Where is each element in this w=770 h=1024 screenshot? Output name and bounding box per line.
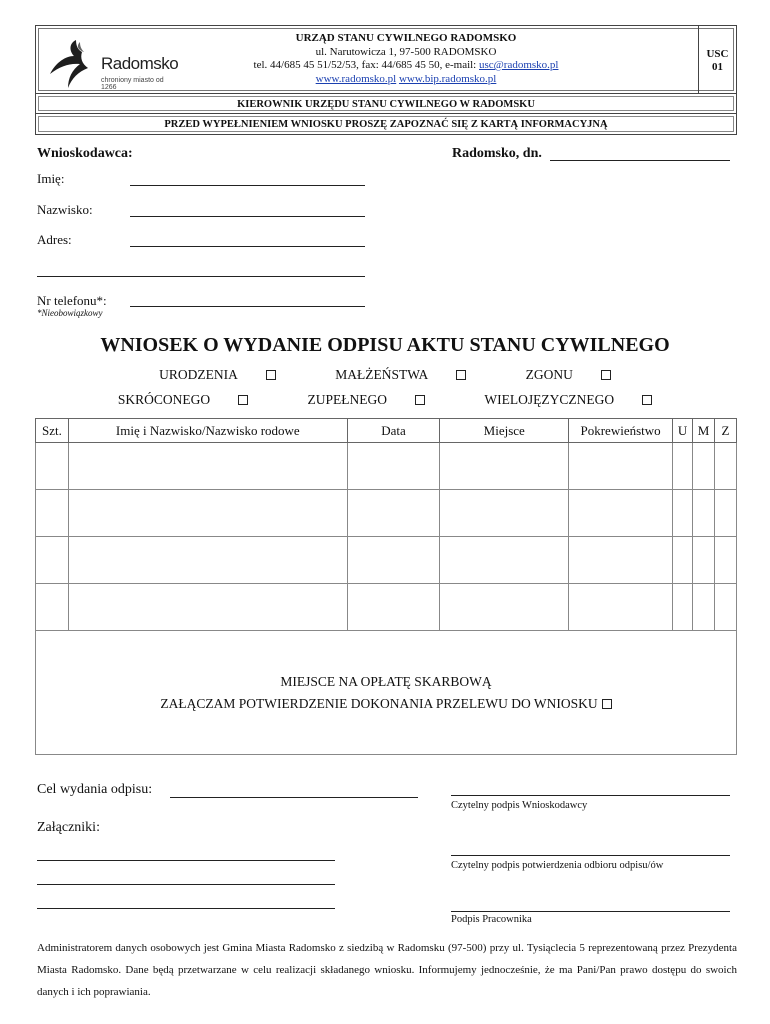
bip-link[interactable]: www.bip.radomsko.pl: [398, 72, 497, 85]
col-name: Imię i Nazwisko/Nazwisko rodowe: [68, 419, 347, 443]
option-birth[interactable]: URODZENIA: [145, 367, 290, 382]
office-name: URZĄD STANU CYWILNEGO RADOMSKO: [295, 32, 517, 44]
receipt-signature-caption: Czytelny podpis potwierdzenia odbioru odpisu/ów: [451, 860, 664, 871]
date-field[interactable]: [550, 160, 730, 161]
col-m: M: [693, 419, 715, 443]
addressee-row: KIEROWNIK URZĘDU STANU CYWILNEGO W RADOMSKU: [36, 94, 736, 114]
table-row: [36, 443, 737, 490]
checkbox-death[interactable]: [601, 370, 611, 380]
stamp-fee-label: MIEJSCE NA OPŁATĘ SKARBOWĄ: [280, 674, 492, 689]
optional-note: *Nieobowiązkowy: [37, 308, 103, 318]
last-name-label: Nazwisko:: [37, 202, 93, 217]
office-contact: tel. 44/685 45 51/52/53, fax: 44/685 45 50, e-mail: usc@radomsko.pl: [253, 59, 559, 71]
checkbox-birth[interactable]: [266, 370, 276, 380]
col-place: Miejsce: [440, 419, 569, 443]
website-link[interactable]: www.radomsko.pl: [315, 72, 397, 85]
address-field-line-2[interactable]: [37, 276, 365, 277]
swoosh-logo-icon: [46, 34, 106, 90]
applicant-heading: Wnioskodawca:: [37, 146, 133, 161]
col-relationship: Pokrewieństwo: [569, 419, 673, 443]
first-name-label: Imię:: [37, 171, 65, 186]
checkbox-transfer[interactable]: [602, 699, 612, 709]
office-address: ul. Narutowicza 1, 97-500 RADOMSKO: [315, 45, 497, 58]
place-date-label: Radomsko, dn.: [452, 146, 542, 161]
notice-row: PRZED WYPEŁNIENIEM WNIOSKU PROSZĘ ZAPOZNAĆ SIĘ Z KARTĄ INFORMACYJNĄ: [36, 114, 736, 134]
attachments-label: Załączniki:: [37, 820, 100, 835]
employee-signature-line[interactable]: [451, 911, 730, 912]
logo-tagline: chroniony miasto od 1266: [101, 77, 164, 91]
act-type-options: [0, 367, 770, 383]
stamp-fee-box: [35, 630, 737, 755]
col-z: Z: [714, 419, 736, 443]
office-contact-block: [196, 32, 616, 86]
table-header-row: [36, 419, 737, 443]
gdpr-notice: Administratorem danych osobowych jest Gmina Miasta Radomsko z siedzibą w Radomsku (97-500) przy ul. Tysiąclecia 5 reprezentowaną przez Prezydenta Miasta Radomsko. Dane będą przetwarzane w celu realizacji składanego wniosku. Informujemy jednocześnie, że ma Pani/Pan prawo dostępu do swoich danych i ich poprawiania.: [37, 942, 737, 998]
transfer-confirmation[interactable]: ZAŁĄCZAM POTWIERDZENIE DOKONANIA PRZELEWU DO WNIOSKU: [36, 696, 736, 712]
checkbox-full[interactable]: [415, 395, 425, 405]
table-row: [36, 490, 737, 537]
phone-label: Nr telefonu*:: [37, 293, 107, 308]
option-multilingual[interactable]: WIELOJĘZYCZNEGO: [470, 392, 666, 407]
email-link[interactable]: usc@radomsko.pl: [479, 59, 559, 71]
office-web: [196, 73, 616, 87]
copy-type-options: [0, 392, 770, 408]
logo-wordmark: Radomsko: [101, 54, 179, 73]
last-name-field[interactable]: [130, 216, 365, 217]
option-short[interactable]: SKRÓCONEGO: [104, 392, 262, 407]
purpose-field[interactable]: [170, 797, 418, 798]
checkbox-short[interactable]: [238, 395, 248, 405]
table-row: [36, 584, 737, 631]
header-top: [36, 26, 736, 94]
option-full[interactable]: ZUPEŁNEGO: [294, 392, 440, 407]
option-marriage[interactable]: MAŁŻEŃSTWA: [321, 367, 480, 382]
office-header: [35, 25, 737, 135]
phone-field[interactable]: [130, 306, 365, 307]
attachment-line-2[interactable]: [37, 884, 335, 885]
address-field[interactable]: [130, 246, 365, 247]
persons-table: [35, 418, 737, 631]
receipt-signature-line[interactable]: [451, 855, 730, 856]
table-row: [36, 537, 737, 584]
checkbox-multilingual[interactable]: [642, 395, 652, 405]
col-date: Data: [347, 419, 440, 443]
applicant-signature-caption: Czytelny podpis Wnioskodawcy: [451, 800, 588, 811]
col-count: Szt.: [36, 419, 69, 443]
attachment-line-1[interactable]: [37, 860, 335, 861]
form-title: WNIOSEK O WYDANIE ODPISU AKTU STANU CYWILNEGO: [100, 334, 670, 356]
option-death[interactable]: ZGONU: [512, 367, 625, 382]
checkbox-marriage[interactable]: [456, 370, 466, 380]
radomsko-logo: [46, 34, 181, 90]
form-code: USC 01: [698, 26, 736, 94]
col-u: U: [673, 419, 693, 443]
applicant-signature-line[interactable]: [451, 795, 730, 796]
first-name-field[interactable]: [130, 185, 365, 186]
purpose-label: Cel wydania odpisu:: [37, 782, 153, 797]
attachment-line-3[interactable]: [37, 908, 335, 909]
address-label: Adres:: [37, 232, 72, 247]
employee-signature-caption: Podpis Pracownika: [451, 914, 532, 925]
